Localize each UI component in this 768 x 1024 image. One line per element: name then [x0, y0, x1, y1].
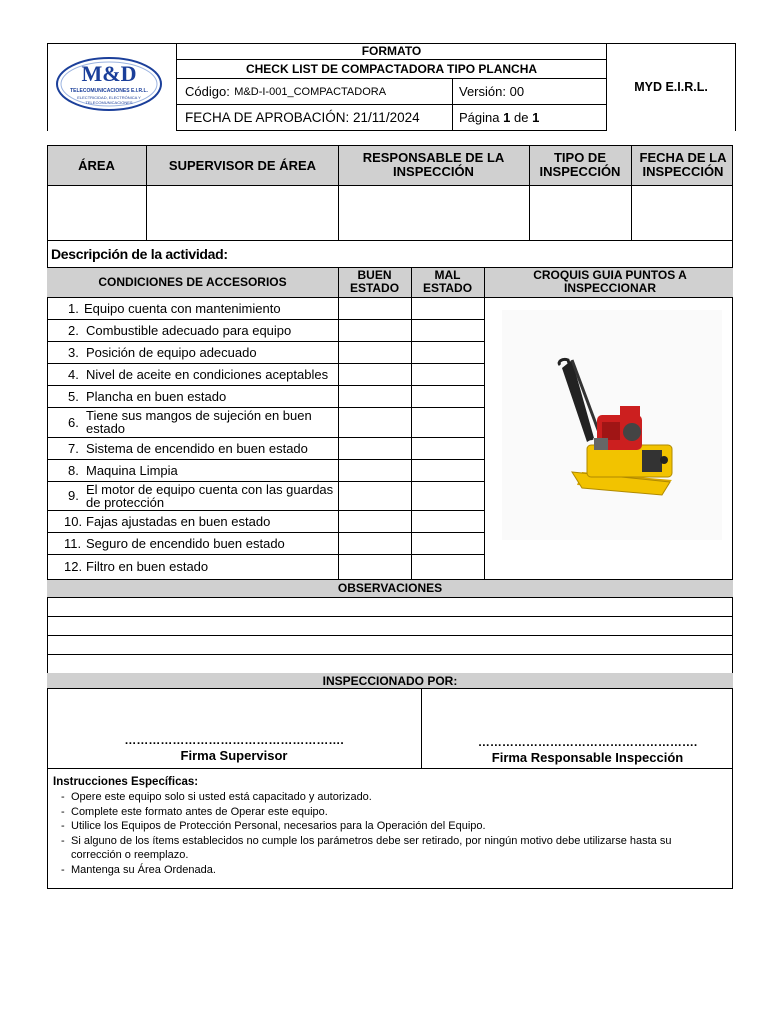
- item-number: 12.: [64, 559, 83, 574]
- item-text: Equipo cuenta con mantenimiento: [84, 300, 281, 316]
- logo-text: M&D: [81, 61, 137, 86]
- mal-estado-checkbox[interactable]: [412, 510, 484, 532]
- item-text: Filtro en buen estado: [86, 559, 209, 574]
- item-text: Fajas ajustadas en buen estado: [86, 513, 271, 529]
- buen-estado-checkbox[interactable]: [339, 510, 411, 532]
- instruction-item: [61, 834, 721, 863]
- responsable-input-cell[interactable]: [339, 186, 529, 241]
- page-number: [459, 105, 604, 130]
- signature-supervisor-label: Firma Supervisor: [180, 747, 288, 763]
- mal-estado-checkbox[interactable]: [412, 437, 484, 459]
- item-text: Nivel de aceite en condiciones aceptables: [86, 366, 329, 382]
- tipo-input-cell[interactable]: [530, 186, 631, 241]
- checklist-row: [47, 363, 484, 385]
- mal-estado-checkbox[interactable]: [412, 319, 484, 341]
- checklist-row: [47, 532, 484, 554]
- checklist-row: [47, 481, 484, 510]
- approval-date: FECHA DE APROBACIÓN: 21/11/2024: [185, 110, 420, 125]
- code-value: M&D-I-001_COMPACTADORA: [234, 85, 387, 98]
- instruction-item: [61, 863, 721, 878]
- checklist-row: [47, 341, 484, 363]
- buen-estado-checkbox[interactable]: [339, 459, 411, 481]
- buen-estado-checkbox[interactable]: [339, 437, 411, 459]
- item-number: 8.: [68, 462, 79, 478]
- buen-estado-checkbox[interactable]: [339, 385, 411, 407]
- observaciones-line-4[interactable]: [48, 655, 732, 673]
- item-number: 3.: [68, 344, 79, 360]
- item-number: 5.: [68, 388, 79, 404]
- item-text: Sistema de encendido en buen estado: [86, 440, 308, 456]
- supervisor-input-cell[interactable]: [147, 186, 338, 241]
- item-number: 6.: [68, 414, 79, 430]
- area-input-cell[interactable]: [48, 186, 146, 241]
- info-table: [47, 145, 733, 241]
- instruction-text: Mantenga su Área Ordenada.: [71, 863, 216, 876]
- bullet-dash: -: [61, 863, 65, 876]
- mal-estado-checkbox[interactable]: [412, 363, 484, 385]
- item-text: Combustible adecuado para equipo: [86, 322, 292, 338]
- checklist-row: [47, 407, 484, 437]
- buen-estado-checkbox[interactable]: [339, 407, 411, 437]
- bullet-dash: -: [61, 791, 65, 803]
- instructions-title: Instrucciones Específicas:: [53, 776, 199, 788]
- checklist-row: [47, 554, 484, 579]
- page-total: 1: [532, 110, 540, 125]
- checklist-row: [47, 385, 484, 407]
- item-number: 4.: [68, 366, 79, 382]
- mal-estado-checkbox[interactable]: [412, 385, 484, 407]
- code-label: Código:: [185, 84, 230, 99]
- mal-estado-checkbox[interactable]: [412, 297, 484, 319]
- col-mal-estado: MAL ESTADO: [422, 268, 473, 295]
- item-text: Tiene sus mangos de sujeción en buen estado: [86, 408, 312, 436]
- mal-estado-checkbox[interactable]: [412, 407, 484, 437]
- mal-estado-checkbox[interactable]: [412, 459, 484, 481]
- item-number: 1.: [68, 300, 79, 316]
- instruction-item: [61, 790, 721, 805]
- observaciones-line-1[interactable]: [48, 598, 732, 616]
- buen-estado-checkbox[interactable]: [339, 554, 411, 579]
- buen-estado-checkbox[interactable]: [339, 481, 411, 510]
- bullet-dash: -: [61, 805, 65, 818]
- fecha-input-cell[interactable]: [632, 186, 732, 241]
- format-label: FORMATO: [361, 44, 422, 58]
- item-number: 10.: [64, 513, 83, 529]
- instruction-text: Complete este formato antes de Operar este equipo.: [71, 805, 328, 818]
- page-label: Página: [459, 110, 500, 125]
- checklist-row: [47, 459, 484, 481]
- instruction-text: Utilice los Equipos de Protección Personal, necesarios para la Operación del Equipo.: [71, 820, 486, 832]
- item-text: Plancha en buen estado: [86, 388, 227, 404]
- observaciones-label: OBSERVACIONES: [337, 581, 443, 595]
- plate-compactor-illustration: [502, 310, 722, 540]
- buen-estado-checkbox[interactable]: [339, 532, 411, 554]
- item-text: Posición de equipo adecuado: [86, 344, 257, 360]
- instruction-item: [61, 819, 721, 834]
- main-form: [47, 240, 733, 889]
- page-current: 1: [503, 110, 511, 125]
- item-number: 7.: [68, 440, 79, 456]
- header-tipo: TIPO DE INSPECCIÓN: [539, 150, 621, 179]
- company-logo: [55, 56, 163, 112]
- observaciones-line-2[interactable]: [48, 617, 732, 635]
- item-number: 9.: [68, 488, 79, 503]
- col-condiciones: CONDICIONES DE ACCESORIOS: [98, 275, 287, 289]
- document-title: CHECK LIST DE COMPACTADORA TIPO PLANCHA: [245, 62, 538, 76]
- bullet-dash: -: [61, 820, 65, 832]
- header-area: ÁREA: [78, 157, 115, 173]
- instruction-item: [61, 805, 721, 820]
- code-cell: [185, 79, 450, 104]
- checklist-row: [47, 319, 484, 341]
- mal-estado-checkbox[interactable]: [412, 532, 484, 554]
- buen-estado-checkbox[interactable]: [339, 341, 411, 363]
- checklist-row: [47, 510, 484, 532]
- header-supervisor: SUPERVISOR DE ÁREA: [168, 157, 317, 173]
- mal-estado-checkbox[interactable]: [412, 481, 484, 510]
- instructions-list: [61, 790, 721, 877]
- item-number: 2.: [68, 322, 79, 338]
- version-cell: Versión: 00: [459, 84, 525, 99]
- header-block: [47, 43, 736, 131]
- buen-estado-checkbox[interactable]: [339, 297, 411, 319]
- buen-estado-checkbox[interactable]: [339, 363, 411, 385]
- company-name: MYD E.I.R.L.: [634, 80, 708, 94]
- item-text: Maquina Limpia: [86, 462, 178, 478]
- header-fecha: FECHA DE LA INSPECCIÓN: [639, 150, 727, 179]
- mal-estado-checkbox[interactable]: [412, 341, 484, 363]
- logo-tagline: ELECTRICIDAD, ELECTRÓNICA Y TELECOMUNICACIONES: [77, 95, 141, 105]
- item-text: Seguro de encendido buen estado: [86, 535, 285, 551]
- page-of: de: [513, 110, 529, 125]
- signature-responsable-label: Firma Responsable Inspección: [491, 749, 684, 765]
- item-text: El motor de equipo cuenta con las guardas de protección: [86, 481, 334, 510]
- observaciones-line-3[interactable]: [48, 636, 732, 654]
- header-responsable: RESPONSABLE DE LA INSPECCIÓN: [362, 150, 505, 179]
- instruction-text: Opere este equipo solo si usted está capacitado y autorizado.: [71, 791, 372, 803]
- mal-estado-checkbox[interactable]: [412, 554, 484, 579]
- col-buen-estado: BUEN ESTADO: [349, 268, 400, 295]
- instruction-text: Si alguno de los ítems establecidos no cumple los parámetros debe ser retirado, por ningún motivo debe utilizarse hasta su corrección o reemplazo.: [71, 834, 672, 861]
- inspeccionado-label: INSPECCIONADO POR:: [322, 673, 458, 688]
- col-croquis: CROQUIS GUIA PUNTOS A INSPECCIONAR: [533, 268, 687, 295]
- bullet-dash: -: [61, 834, 65, 847]
- logo-subtitle: TELECOMUNICACIONES E.I.R.L.: [70, 87, 148, 94]
- checklist-row: [47, 297, 484, 319]
- checklist-row: [47, 437, 484, 459]
- buen-estado-checkbox[interactable]: [339, 319, 411, 341]
- compactor-image: [502, 310, 722, 540]
- signature-line-supervisor[interactable]: ……………………………………………….: [124, 733, 344, 747]
- signature-line-responsable[interactable]: ……………………………………………….: [477, 735, 698, 749]
- activity-description-label: Descripción de la actividad:: [51, 246, 228, 262]
- item-number: 11.: [64, 535, 82, 551]
